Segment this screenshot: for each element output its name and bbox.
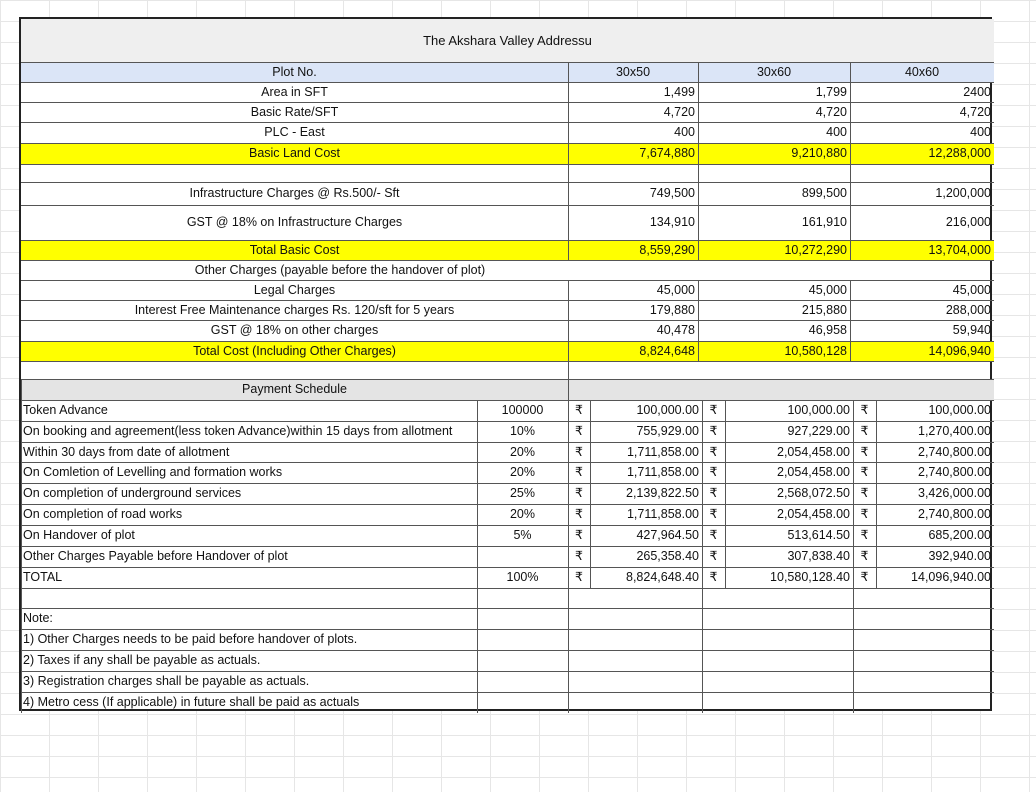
- schedule-value-30x60: 2,054,458.00: [777, 444, 850, 459]
- area-sft-value: 1,799: [815, 84, 847, 99]
- grid-line: [21, 421, 994, 422]
- schedule-value-30x60: 10,580,128.40: [770, 570, 850, 585]
- grid-line: [21, 260, 994, 261]
- grid-line: [21, 102, 994, 103]
- schedule-value-40x60: 1,270,400.00: [918, 424, 991, 439]
- schedule-row-percent: 100%: [506, 570, 539, 585]
- rupee-icon: ₹: [860, 528, 869, 543]
- grid-line: [21, 629, 994, 630]
- grid-line: [21, 546, 994, 547]
- schedule-value-30x50: 8,824,648.40: [626, 570, 699, 585]
- payment-schedule-title: Payment Schedule: [242, 382, 347, 397]
- plc-east-value: 400: [674, 125, 695, 140]
- schedule-row-label: On Comletion of Levelling and formation works: [23, 465, 283, 480]
- schedule-value-40x60: 3,426,000.00: [918, 486, 991, 501]
- schedule-value-30x50: 427,964.50: [636, 528, 699, 543]
- maintenance-charges-value: 215,880: [801, 302, 847, 317]
- schedule-row-label: On completion of road works: [23, 507, 183, 522]
- schedule-value-30x60: 2,054,458.00: [777, 465, 850, 480]
- gst-other-charges-value: 46,958: [808, 323, 847, 338]
- grid-line: [568, 62, 569, 260]
- rupee-icon: ₹: [709, 570, 718, 585]
- schedule-row-percent: 20%: [509, 444, 536, 459]
- basic-rate-value: 4,720: [815, 104, 847, 119]
- plc-east-value: 400: [826, 125, 847, 140]
- schedule-row-percent: 20%: [509, 465, 536, 480]
- schedule-row-percent: 25%: [509, 486, 536, 501]
- grid-line: [698, 280, 699, 361]
- total-cost-label: Total Cost (Including Other Charges): [193, 343, 396, 358]
- schedule-row-label: Within 30 days from date of allotment: [23, 444, 230, 459]
- rupee-icon: ₹: [709, 549, 718, 564]
- rupee-icon: ₹: [709, 465, 718, 480]
- rupee-icon: ₹: [575, 528, 583, 543]
- schedule-value-40x60: 14,096,940.00: [911, 570, 991, 585]
- grid-line: [21, 62, 994, 63]
- grid-line: [21, 671, 994, 672]
- spreadsheet: [19, 17, 992, 711]
- schedule-value-40x60: 2,740,800.00: [918, 465, 991, 480]
- grid-line: [21, 240, 994, 241]
- rupee-icon: ₹: [709, 528, 718, 543]
- grid-line: [21, 280, 994, 281]
- rupee-icon: ₹: [709, 507, 718, 522]
- gst-infrastructure-value: 134,910: [649, 215, 695, 230]
- schedule-row-label: On completion of underground services: [23, 486, 242, 501]
- legal-charges-label: Legal Charges: [253, 282, 336, 297]
- grid-line: [21, 650, 994, 651]
- schedule-row-label: On booking and agreement(less token Advance)within 15 days from allotment: [23, 424, 453, 439]
- grid-line: [21, 608, 994, 609]
- grid-line: [21, 182, 994, 183]
- rupee-icon: ₹: [860, 424, 869, 439]
- sheet-title: The Akshara Valley Addressu: [423, 33, 592, 48]
- basic-rate-value: 4,720: [663, 104, 695, 119]
- basic-rate-label: Basic Rate/SFT: [250, 104, 339, 119]
- gst-infrastructure-value: 161,910: [801, 215, 847, 230]
- grid-line: [850, 62, 851, 260]
- rupee-icon: ₹: [575, 570, 583, 585]
- legal-charges-value: 45,000: [952, 282, 991, 297]
- grid-line: [21, 122, 994, 123]
- schedule-value-30x60: 2,568,072.50: [777, 486, 850, 501]
- grid-line: [21, 164, 994, 165]
- grid-line: [21, 82, 994, 83]
- grid-line: [590, 400, 591, 588]
- schedule-value-30x60: 2,054,458.00: [777, 507, 850, 522]
- note-line: 4) Metro cess (If applicable) in future shall be paid as actuals: [23, 695, 360, 710]
- schedule-value-30x50: 1,711,858.00: [626, 507, 699, 522]
- grid-line: [725, 400, 726, 588]
- grid-line: [21, 483, 994, 484]
- rupee-icon: ₹: [860, 549, 869, 564]
- gst-infrastructure-label: GST @ 18% on Infrastructure Charges: [186, 215, 403, 230]
- grid-line: [21, 361, 994, 362]
- total-cost-value: 8,824,648: [639, 343, 695, 358]
- grid-line: [477, 400, 478, 713]
- total-basic-cost-value: 8,559,290: [639, 242, 695, 257]
- infrastructure-charges-label: Infrastructure Charges @ Rs.500/- Sft: [189, 186, 400, 201]
- grid-line: [568, 280, 569, 361]
- grid-line: [21, 379, 994, 380]
- grid-line: [853, 400, 854, 713]
- grid-line: [850, 280, 851, 361]
- grid-line: [21, 525, 994, 526]
- rupee-icon: ₹: [575, 465, 583, 480]
- basic-land-cost-value: 12,288,000: [928, 146, 991, 161]
- plc-east-value: 400: [970, 125, 991, 140]
- grid-line: [21, 300, 994, 301]
- note-line: 1) Other Charges needs to be paid before handover of plots.: [23, 632, 358, 647]
- area-sft-label: Area in SFT: [261, 84, 328, 99]
- maintenance-charges-value: 288,000: [945, 302, 991, 317]
- schedule-value-40x60: 2,740,800.00: [918, 444, 991, 459]
- note-line: 3) Registration charges shall be payable as actuals.: [23, 674, 310, 689]
- schedule-row-percent: 100000: [501, 403, 544, 418]
- rupee-icon: ₹: [575, 549, 583, 564]
- basic-land-cost-value: 9,210,880: [791, 146, 847, 161]
- infrastructure-charges-value: 749,500: [649, 186, 695, 201]
- schedule-value-40x60: 100,000.00: [928, 403, 991, 418]
- schedule-value-40x60: 685,200.00: [928, 528, 991, 543]
- schedule-row-percent: 10%: [509, 424, 536, 439]
- note-line: 2) Taxes if any shall be payable as actuals.: [23, 653, 261, 668]
- rupee-icon: ₹: [575, 403, 583, 418]
- schedule-row-percent: 5%: [513, 528, 532, 543]
- schedule-value-30x60: 307,838.40: [787, 549, 850, 564]
- grid-line: [21, 692, 994, 693]
- grid-line: [698, 62, 699, 260]
- infrastructure-charges-value: 899,500: [801, 186, 847, 201]
- total-basic-cost-value: 13,704,000: [928, 242, 991, 257]
- total-basic-cost-label: Total Basic Cost: [249, 242, 340, 257]
- grid-line: [21, 341, 994, 342]
- basic-land-cost-value: 7,674,880: [639, 146, 695, 161]
- grid-line: [21, 400, 994, 401]
- plot-size-header: 30x50: [615, 64, 651, 79]
- grid-line: [568, 361, 569, 400]
- maintenance-charges-value: 179,880: [649, 302, 695, 317]
- rupee-icon: ₹: [575, 486, 583, 501]
- grid-line: [21, 320, 994, 321]
- grid-line: [21, 379, 22, 713]
- basic-land-cost-label: Basic Land Cost: [248, 146, 341, 161]
- schedule-row-label: On Handover of plot: [23, 528, 135, 543]
- gst-other-charges-label: GST @ 18% on other charges: [210, 323, 379, 338]
- schedule-value-30x50: 1,711,858.00: [626, 465, 699, 480]
- schedule-value-30x50: 100,000.00: [636, 403, 699, 418]
- grid-line: [21, 588, 994, 589]
- schedule-row-label: Other Charges Payable before Handover of plot: [23, 549, 288, 564]
- rupee-icon: ₹: [860, 486, 869, 501]
- grid-line: [21, 442, 994, 443]
- other-charges-heading: [21, 260, 994, 280]
- grid-line: [21, 567, 994, 568]
- schedule-value-40x60: 392,940.00: [928, 549, 991, 564]
- plot-no-label: Plot No.: [272, 64, 317, 79]
- rupee-icon: ₹: [709, 424, 718, 439]
- rupee-icon: ₹: [709, 486, 718, 501]
- schedule-value-30x50: 1,711,858.00: [626, 444, 699, 459]
- rupee-icon: ₹: [709, 444, 718, 459]
- gst-other-charges-value: 59,940: [952, 323, 991, 338]
- rupee-icon: ₹: [860, 465, 869, 480]
- rupee-icon: ₹: [860, 570, 869, 585]
- other-charges-heading-bold: Other Charges: [194, 262, 277, 277]
- schedule-row-percent: 20%: [509, 507, 536, 522]
- schedule-value-30x50: 755,929.00: [636, 424, 699, 439]
- rupee-icon: ₹: [860, 403, 869, 418]
- gst-other-charges-value: 40,478: [656, 323, 695, 338]
- total-basic-cost-value: 10,272,290: [784, 242, 847, 257]
- gst-infrastructure-value: 216,000: [945, 215, 991, 230]
- rupee-icon: ₹: [575, 507, 583, 522]
- grid-line: [21, 205, 994, 206]
- plot-size-header: 40x60: [904, 64, 940, 79]
- schedule-row-label: Token Advance: [23, 403, 108, 418]
- grid-line: [21, 462, 994, 463]
- area-sft-value: 2400: [963, 84, 991, 99]
- plot-size-header: 30x60: [756, 64, 792, 79]
- schedule-value-30x50: 265,358.40: [636, 549, 699, 564]
- schedule-value-30x60: 100,000.00: [787, 403, 850, 418]
- legal-charges-value: 45,000: [808, 282, 847, 297]
- grid-line: [568, 400, 569, 713]
- legal-charges-value: 45,000: [656, 282, 695, 297]
- rupee-icon: ₹: [860, 507, 869, 522]
- grid-line: [21, 504, 994, 505]
- rupee-icon: ₹: [575, 424, 583, 439]
- infrastructure-charges-value: 1,200,000: [935, 186, 991, 201]
- schedule-row-percent: [477, 546, 568, 567]
- schedule-value-30x60: 927,229.00: [787, 424, 850, 439]
- schedule-value-30x60: 513,614.50: [787, 528, 850, 543]
- total-cost-value: 14,096,940: [928, 343, 991, 358]
- grid-line: [876, 400, 877, 588]
- plc-east-label: PLC - East: [264, 125, 325, 140]
- grid-line: [702, 400, 703, 713]
- rupee-icon: ₹: [709, 403, 718, 418]
- schedule-row-label: TOTAL: [23, 570, 63, 585]
- total-cost-value: 10,580,128: [784, 343, 847, 358]
- rupee-icon: ₹: [575, 444, 583, 459]
- other-charges-heading-note: (payable before the handover of plot): [276, 262, 486, 277]
- notes-heading: Note:: [23, 611, 53, 626]
- schedule-value-40x60: 2,740,800.00: [918, 507, 991, 522]
- maintenance-charges-label: Interest Free Maintenance charges Rs. 120/sft for 5 years: [134, 302, 455, 317]
- rupee-icon: ₹: [860, 444, 869, 459]
- basic-rate-value: 4,720: [959, 104, 991, 119]
- schedule-value-30x50: 2,139,822.50: [626, 486, 699, 501]
- area-sft-value: 1,499: [663, 84, 695, 99]
- grid-line: [21, 143, 994, 144]
